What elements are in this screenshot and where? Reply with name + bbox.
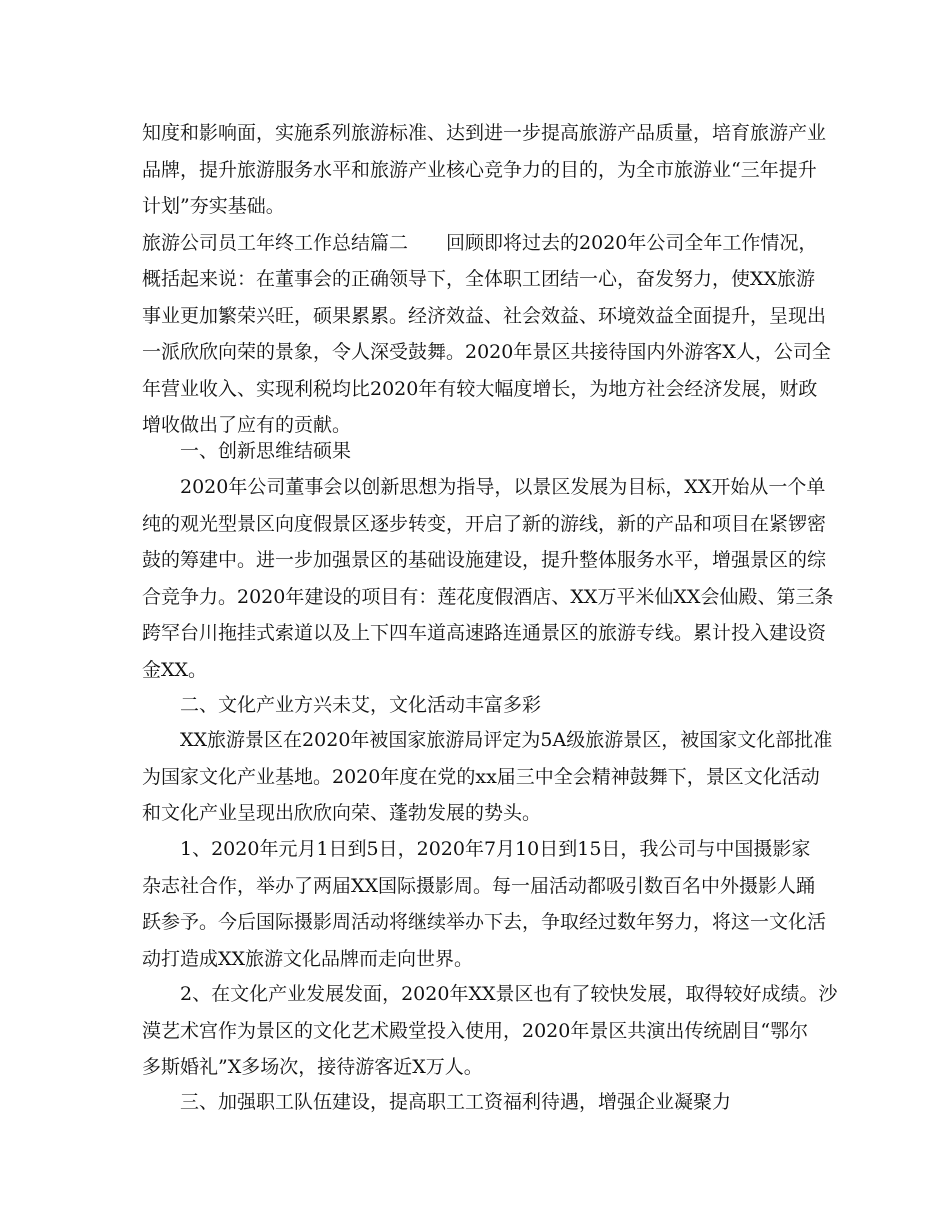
text-line: 事业更加繁荣兴旺，硕果累累。经济效益、社会效益、环境效益全面提升，呈现出 bbox=[142, 304, 827, 327]
subheading-staff bbox=[142, 1084, 814, 1121]
paragraph-intro-continuation bbox=[142, 115, 827, 225]
text-line: 鼓的筹建中。进一步加强景区的基础设施建设，提升整体服务水平，增强景区的综 bbox=[142, 549, 827, 571]
text-line: 金XX。 bbox=[142, 658, 208, 681]
paragraph-photo-week bbox=[142, 831, 827, 977]
text-line: 跃参予。今后国际摄影周活动将继续举办下去，争取经过数年努力，将这一文化活 bbox=[142, 911, 827, 933]
text-line: 概括起来说：在董事会的正确领导下，全体职工团结一心，奋发努力，使XX旅游 bbox=[142, 268, 816, 290]
text-line: 合竞争力。2020年建设的项目有：莲花度假酒店、XX万平米仙XX会仙殿、第三条 bbox=[142, 585, 834, 608]
text-line: 2020年公司董事会以创新思想为指导，以景区发展为目标，XX开始从一个单 bbox=[180, 476, 826, 498]
text-line: 年营业收入、实现利税均比2020年有较大幅度增长，为地方社会经济发展，财政 bbox=[142, 377, 818, 400]
paragraph-innovation bbox=[142, 469, 834, 688]
text-line: 三、加强职工队伍建设，提高职工工资福利待遇，增强企业凝聚力 bbox=[180, 1091, 732, 1113]
paragraph-culture bbox=[142, 722, 833, 832]
text-line: 二、文化产业方兴未艾，文化活动丰富多彩 bbox=[180, 694, 542, 716]
text-line: 一派欣欣向荣的景象，令人深受鼓舞。2020年景区共接待国内外游客X人，公司全 bbox=[142, 341, 831, 363]
text-line: 漠艺术宫作为景区的文化艺术殿堂投入使用，2020年景区共演出传统剧目“鄂尔 bbox=[142, 1019, 809, 1042]
text-line: 纯的观光型景区向度假景区逐步转变，开启了新的游线，新的产品和项目在紧锣密 bbox=[142, 512, 827, 535]
heading-line bbox=[142, 225, 818, 262]
text-line: 动打造成XX旅游文化品牌而走向世界。 bbox=[142, 947, 474, 970]
text-line: 和文化产业呈现出欣欣向荣、蓬勃发展的势头。 bbox=[142, 802, 542, 824]
text-line: 知度和影响面，实施系列旅游标准、达到进一步提高旅游产品质量，培育旅游产业 bbox=[142, 122, 827, 144]
text-line: 杂志社合作，举办了两届XX国际摄影周。每一届活动都吸引数百名中外摄影人踊 bbox=[142, 874, 816, 897]
text-line: 多斯婚礼”X多场次，接待游客近X万人。 bbox=[142, 1056, 483, 1078]
text-line: 一、创新思维结硕果 bbox=[180, 440, 352, 462]
text-line: 增收做出了应有的贡献。 bbox=[142, 414, 352, 436]
text-line: 跨罕台川拖挂式索道以及上下四车道高速路连通景区的旅游专线。累计投入建设资 bbox=[142, 622, 827, 644]
text-line: 1、2020年元月1日到5日，2020年7月10日到15日，我公司与中国摄影家 bbox=[180, 838, 811, 860]
text-line: XX旅游景区在2020年被国家旅游局评定为5A级旅游景区，被国家文化部批准 bbox=[180, 729, 833, 751]
subheading-innovation bbox=[142, 433, 814, 470]
section-heading: 旅游公司员工年终工作总结篇二 bbox=[142, 231, 409, 254]
text-line: 2、在文化产业发展发面，2020年XX景区也有了较快发展，取得较好成绩。沙 bbox=[180, 983, 838, 1005]
subheading-culture bbox=[142, 687, 814, 724]
text-line: 计划”夯实基础。 bbox=[142, 195, 285, 217]
text-line: 为国家文化产业基地。2020年度在党的xx届三中全会精神鼓舞下，景区文化活动 bbox=[142, 765, 820, 788]
paragraph-section-two bbox=[142, 225, 831, 444]
paragraph-cultural-industry bbox=[142, 976, 838, 1086]
text-line: 品牌，提升旅游服务水平和旅游产业核心竞争力的目的，为全市旅游业“三年提升 bbox=[142, 158, 817, 181]
text-line: 回顾即将过去的2020年公司全年工作情况， bbox=[446, 231, 818, 254]
